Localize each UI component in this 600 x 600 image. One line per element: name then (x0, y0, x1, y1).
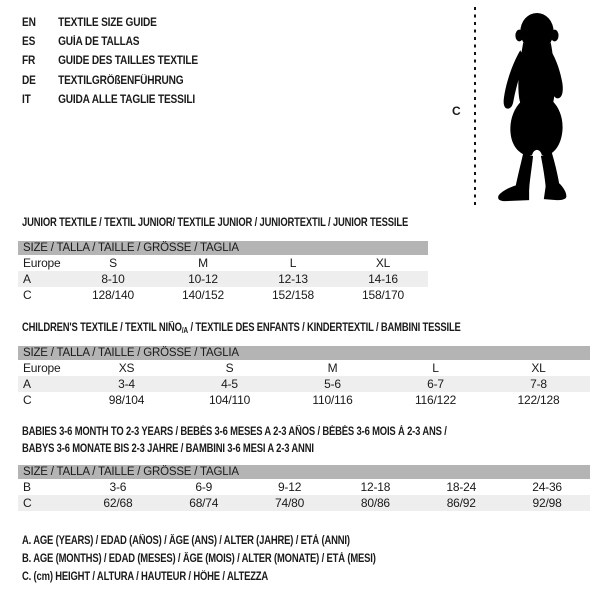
language-title: TEXTILE SIZE GUIDE (58, 17, 157, 29)
list-item (22, 33, 198, 52)
cell: 110/116 (312, 393, 353, 407)
cell: S (225, 361, 234, 375)
size-header-row (18, 346, 590, 360)
cell: 24-36 (532, 480, 562, 494)
language-code: FR (22, 55, 36, 68)
table-row (18, 255, 428, 271)
list-item (22, 52, 198, 71)
language-code: ES (22, 36, 36, 49)
cell: 128/140 (92, 288, 134, 302)
language-title-list (22, 14, 222, 110)
children-size-table (18, 346, 590, 408)
table-row (18, 271, 428, 287)
language-title: GUIDA ALLE TAGLIE TESSILI (58, 93, 195, 106)
row-label: Europe (23, 256, 61, 270)
cell: 98/104 (108, 393, 145, 407)
junior-size-table (18, 241, 428, 303)
cell: 68/74 (161, 495, 247, 511)
size-header-row (18, 465, 590, 479)
height-dotted-line (474, 7, 476, 207)
language-code: EN (22, 17, 36, 29)
cell: 74/80 (247, 495, 333, 511)
cell: 3-6 (109, 480, 127, 494)
cell: 9-12 (277, 480, 302, 494)
children-title-pre: CHILDREN'S TEXTILE / TEXTIL NIÑO (22, 322, 182, 334)
babies-table-title-line1: BABIES 3-6 MONTH TO 2-3 YEARS / BEBÉS 3-6 MESES A 2-3 AÑOS / BÉBÉS 3-6 MOIS À 2-3 ANS / (22, 426, 447, 438)
row-label: C (23, 393, 32, 407)
footnote-age-years: A. AGE (YEARS) / EDAD (AÑOS) / ÂGE (ANS) / ALTER (JAHRE) / ETÀ (ANNI) (22, 535, 350, 547)
cell: 140/152 (182, 288, 224, 302)
table-row (18, 360, 590, 376)
row-label: A (18, 271, 68, 287)
cell: 6-7 (384, 376, 487, 392)
cell: 12-13 (248, 271, 338, 287)
cell: L (432, 361, 439, 375)
cell: XL (375, 256, 391, 270)
list-item (22, 91, 198, 110)
cell: 152/158 (272, 288, 314, 302)
children-table-title (22, 321, 461, 338)
cell: 3-4 (75, 376, 178, 392)
cell: 4-5 (178, 376, 281, 392)
cell: 92/98 (504, 495, 590, 511)
table-row (18, 392, 590, 408)
baby-silhouette-icon (486, 9, 584, 209)
cell: 104/110 (208, 393, 251, 407)
size-header-label: SIZE / TALLA / TAILLE / GRÖSSE / TAGLIA (18, 346, 590, 360)
cell: S (109, 256, 117, 270)
height-measure-label: C (452, 104, 461, 118)
list-item (22, 72, 198, 91)
row-label: Europe (23, 361, 61, 375)
cell: 7-8 (487, 376, 590, 392)
cell: 6-9 (195, 480, 213, 494)
babies-table-title-line2: BABYS 3-6 MONATE BIS 2-3 JAHRE / BAMBINI 3-6 MESI A 2-3 ANNI (22, 443, 314, 455)
children-title-subscript: /A (181, 326, 188, 335)
size-header-label: SIZE / TALLA / TAILLE / GRÖSSE / TAGLIA (18, 465, 590, 479)
cell: 116/122 (414, 393, 457, 407)
cell: 5-6 (281, 376, 384, 392)
row-label: A (18, 376, 75, 392)
cell: M (198, 256, 208, 270)
cell: XS (118, 361, 135, 375)
row-label: C (18, 495, 75, 511)
cell: 62/68 (75, 495, 161, 511)
cell: 10-12 (158, 271, 248, 287)
cell: 12-18 (360, 480, 391, 494)
language-title: GUIDE DES TAILLES TEXTILE (58, 55, 198, 68)
footnote-height: C. (cm) HEIGHT / ALTURA / HAUTEUR / HÖHE / ALTEZZA (22, 571, 269, 583)
language-code: DE (22, 74, 36, 87)
children-title-post: / TEXTILE DES ENFANTS / KINDERTEXTIL / BAMBINI TESSILE (187, 322, 461, 334)
cell: XL (531, 361, 546, 375)
language-title: TEXTILGRÖßENFÜHRUNG (58, 74, 184, 87)
table-row (18, 479, 590, 495)
cell: M (327, 361, 338, 375)
cell: 80/86 (332, 495, 418, 511)
language-code: IT (22, 93, 31, 106)
cell: 122/128 (517, 393, 560, 407)
table-row (18, 495, 590, 511)
row-label: B (23, 480, 31, 494)
cell: 86/92 (418, 495, 504, 511)
footnote-age-months: B. AGE (MONTHS) / EDAD (MESES) / ÂGE (MOIS) / ALTER (MONATE) / ETÀ (MESI) (22, 553, 376, 565)
language-title: GUÍA DE TALLAS (58, 36, 140, 49)
cell: 158/170 (362, 288, 404, 302)
row-label: C (23, 288, 32, 302)
cell: 18-24 (446, 480, 477, 494)
list-item (22, 14, 198, 33)
babies-size-table (18, 465, 590, 511)
size-header-row (18, 241, 428, 255)
table-row (18, 376, 590, 392)
cell: 8-10 (68, 271, 158, 287)
size-header-label: SIZE / TALLA / TAILLE / GRÖSSE / TAGLIA (18, 241, 428, 255)
cell: 14-16 (338, 271, 428, 287)
junior-table-title: JUNIOR TEXTILE / TEXTIL JUNIOR/ TEXTILE JUNIOR / JUNIORTEXTIL / JUNIOR TESSILE (22, 217, 409, 229)
table-row (18, 287, 428, 303)
height-figure (450, 4, 590, 210)
cell: L (289, 256, 297, 270)
